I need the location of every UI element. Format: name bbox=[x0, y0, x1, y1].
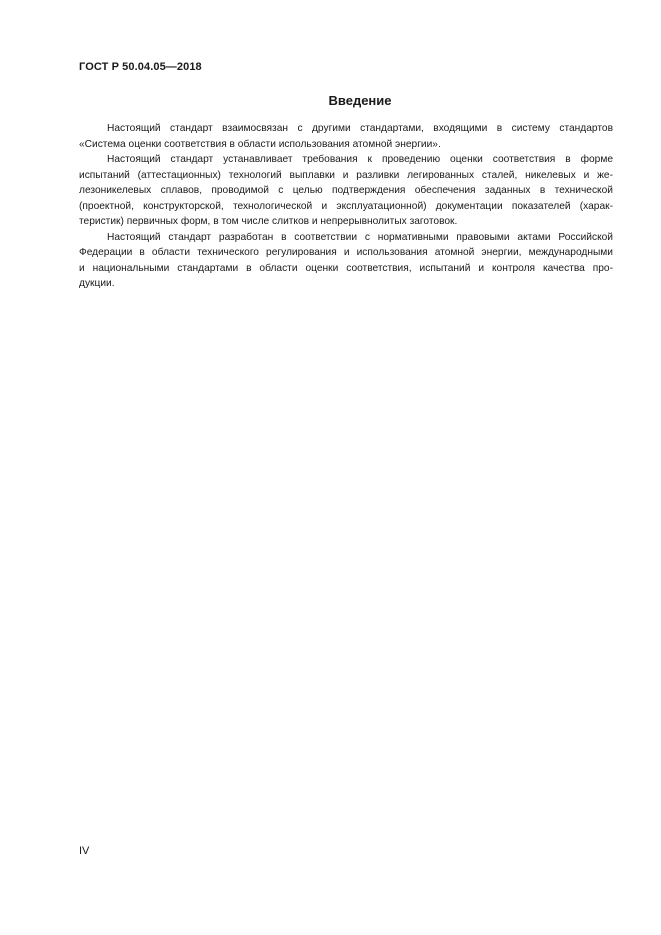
paragraph-line: (проектной, конструкторской, технологической и эксплуатационной) документации показателей (харак- bbox=[79, 200, 613, 212]
paragraph-line: дукции. bbox=[79, 278, 115, 289]
introduction-text bbox=[79, 121, 613, 292]
page-number: IV bbox=[79, 845, 90, 857]
paragraph bbox=[79, 152, 613, 230]
paragraph-line: Настоящий стандарт взаимосвязан с другими стандартами, входящими в систему стандартов bbox=[107, 123, 613, 134]
section-title: Введение bbox=[328, 93, 392, 108]
paragraph-line: лезоникелевых сплавов, проводимой с целью подтверждения обеспечения заданных в технической bbox=[79, 185, 613, 196]
paragraph-line: Федерации в области технического регулирования и использования атомной энергии, международными bbox=[79, 247, 613, 258]
paragraph-line: Настоящий стандарт устанавливает требования к проведению оценки соответствия в форме bbox=[107, 154, 613, 165]
paragraph-line: Настоящий стандарт разработан в соответствии с нормативными правовыми актами Российской bbox=[107, 231, 613, 243]
paragraph bbox=[79, 230, 613, 292]
paragraph-line: и национальными стандартами в области оценки соответствия, испытаний и контроля качества про- bbox=[79, 262, 613, 274]
paragraph-line: «Система оценки соответствия в области использования атомной энергии». bbox=[79, 138, 441, 150]
paragraph-line: испытаний (аттестационных) технологий выплавки и разливки легированных сталей, никелевых и же- bbox=[79, 169, 613, 181]
paragraph-line: теристик) первичных форм, в том числе слитков и непрерывнолитых заготовок. bbox=[79, 216, 458, 227]
paragraph bbox=[79, 121, 613, 152]
document-code: ГОСТ Р 50.04.05—2018 bbox=[79, 61, 202, 73]
